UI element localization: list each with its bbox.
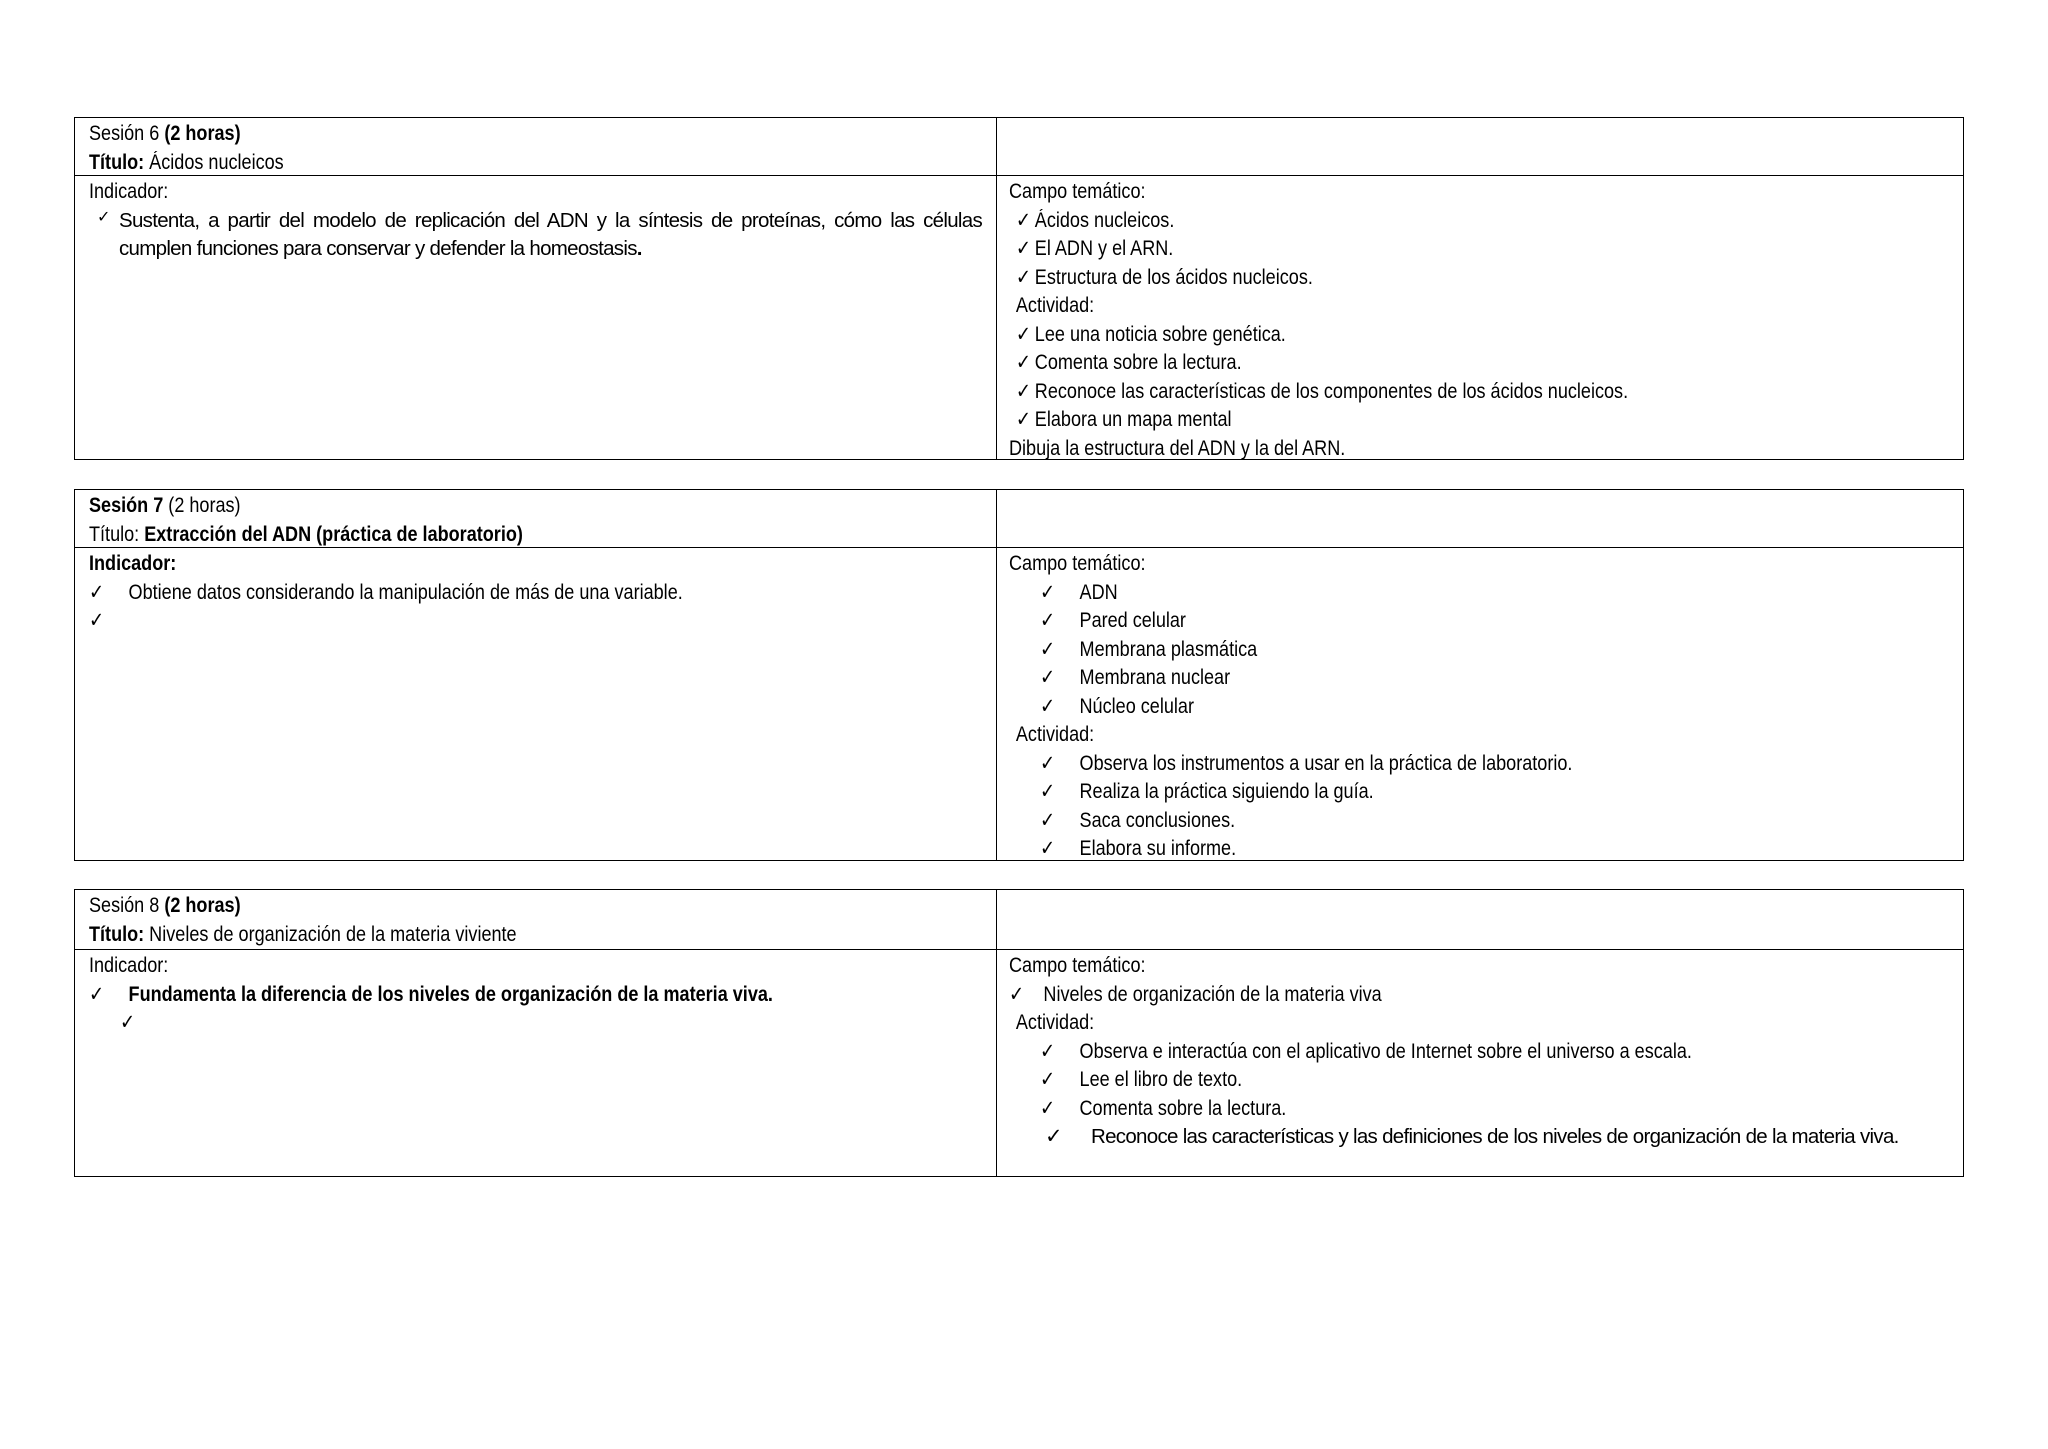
session-6-heading: Sesión 6 (2 horas) [89, 122, 241, 145]
indicator-label: Indicador: [89, 180, 169, 203]
list-item: ✓ Estructura de los ácidos nucleicos. [1009, 264, 1817, 293]
session-6-header-left [75, 118, 997, 175]
session-6-body-row [75, 176, 1963, 459]
check-icon: ✓ [1039, 780, 1056, 803]
list-item: ✓ Comenta sobre la lectura. [1009, 1095, 1817, 1124]
indicator-item: ✓ Sustenta, a partir del modelo de replicación del ADN y la síntesis de proteínas, cómo las células cumplen funciones para conservar y defender la homeostasis. [89, 207, 982, 264]
session-8-header-right [997, 890, 1963, 949]
actividad-label: Actividad: [1015, 1011, 1095, 1034]
list-item: ✓ Núcleo celular [1009, 693, 1817, 722]
indicator-item-empty [89, 1009, 857, 1038]
indicator-label: Indicador: [89, 552, 177, 575]
check-icon: ✓ [1039, 637, 1056, 661]
list-item: ✓ Lee el libro de texto. [1009, 1066, 1817, 1095]
check-icon: ✓ [1039, 751, 1056, 775]
check-icon: ✓ [119, 1011, 136, 1034]
check-icon: ✓ [1015, 351, 1032, 374]
check-icon: ✓ [1039, 694, 1056, 718]
list-item: ✓ Elabora un mapa mental [1009, 406, 1817, 435]
list-item: ✓ Reconoce las características de los componentes de los ácidos nucleicos. [1009, 378, 1817, 407]
list-item: ✓ Reconoce las características y las definiciones de los niveles de organización de la materia viva. [1009, 1123, 1949, 1152]
check-icon: ✓ [1039, 808, 1056, 832]
check-icon: ✓ [1039, 609, 1056, 632]
list-item: ✓ Saca conclusiones. [1009, 807, 1817, 836]
indicator-item: ✓ Fundamenta la diferencia de los niveles de organización de la materia viva. [89, 981, 857, 1010]
session-8-title: Título: Niveles de organización de la materia viviente [89, 922, 517, 946]
list-item: ✓ Observa e interactúa con el aplicativo de Internet sobre el universo a escala. [1009, 1038, 1817, 1067]
check-icon: ✓ [1015, 322, 1032, 346]
session-6-table [74, 117, 1964, 460]
list-item: ✓ Lee una noticia sobre genética. [1009, 321, 1817, 350]
check-icon: ✓ [1015, 208, 1032, 232]
actividad-label: Actividad: [1015, 294, 1095, 317]
session-6-header-right [997, 118, 1963, 175]
indicator-text: Sustenta, a partir del modelo de replicación del ADN y la síntesis de proteínas, cómo las células cumplen funciones para conservar y defender la homeostasis [119, 208, 982, 260]
list-item: ✓ Comenta sobre la lectura. [1009, 349, 1817, 378]
list-item: ✓ Membrana nuclear [1009, 664, 1817, 693]
list-item: ✓ Realiza la práctica siguiendo la guía. [1009, 778, 1817, 807]
indicator-label: Indicador: [89, 954, 169, 977]
check-icon: ✓ [89, 580, 105, 604]
list-item: ✓ Observa los instrumentos a usar en la práctica de laboratorio. [1009, 750, 1817, 779]
session-7-title: Título: Extracción del ADN (práctica de laboratorio) [89, 522, 523, 546]
actividad-label: Actividad: [1015, 723, 1095, 746]
check-icon: ✓ [1009, 982, 1025, 1006]
session-8-indicator-cell [75, 950, 997, 1176]
session-8-body-row [75, 950, 1963, 1176]
session-6-campo-cell [997, 176, 1963, 459]
check-icon: ✓ [89, 982, 105, 1006]
check-icon: ✓ [1039, 666, 1056, 689]
session-7-indicator-cell [75, 548, 997, 860]
session-6-header-row [75, 118, 1963, 176]
check-icon: ✓ [1015, 408, 1032, 431]
session-7-campo-cell [997, 548, 1963, 860]
campo-label: Campo temático: [1009, 552, 1146, 575]
check-icon: ✓ [1039, 1096, 1056, 1120]
indicator-item-empty [89, 607, 857, 636]
check-icon: ✓ [1045, 1125, 1063, 1148]
session-8-table [74, 889, 1964, 1177]
session-8-header-left [75, 890, 997, 949]
check-icon: ✓ [1039, 1039, 1056, 1063]
session-6-indicator-cell [75, 176, 997, 459]
list-item: ✓ Elabora su informe. [1009, 835, 1817, 864]
session-7-header-left [75, 490, 997, 547]
session-8-header-row [75, 890, 1963, 950]
session-7-body-row [75, 548, 1963, 860]
list-item: ✓ El ADN y el ARN. [1009, 235, 1817, 264]
session-8-campo-cell [997, 950, 1963, 1176]
check-icon: ✓ [1039, 580, 1056, 604]
session-7-header-row [75, 490, 1963, 548]
session-8-heading: Sesión 8 (2 horas) [89, 894, 241, 917]
extra-activity: Dibuja la estructura del ADN y la del ARN. [1009, 436, 1346, 460]
check-icon: ✓ [1039, 837, 1056, 860]
session-7-header-right [997, 490, 1963, 547]
check-icon: ✓ [1039, 1068, 1056, 1091]
session-7-heading: Sesión 7 (2 horas) [89, 494, 241, 517]
check-icon: ✓ [89, 609, 105, 632]
campo-label: Campo temático: [1009, 180, 1146, 203]
check-icon: ✓ [1015, 265, 1032, 289]
list-item: ✓ ADN [1009, 579, 1817, 608]
session-7-table [74, 489, 1964, 861]
list-item: ✓ Niveles de organización de la materia viva [1009, 981, 1817, 1010]
indicator-item: ✓ Obtiene datos considerando la manipulación de más de una variable. [89, 579, 857, 608]
list-item: ✓ Ácidos nucleicos. [1009, 207, 1817, 236]
check-icon: ✓ [1015, 237, 1032, 260]
check-icon: ✓ [97, 208, 111, 226]
list-item: ✓ Pared celular [1009, 607, 1817, 636]
session-6-title: Título: Ácidos nucleicos [89, 150, 284, 174]
list-item: ✓ Membrana plasmática [1009, 636, 1817, 665]
campo-label: Campo temático: [1009, 954, 1146, 977]
check-icon: ✓ [1015, 379, 1032, 403]
